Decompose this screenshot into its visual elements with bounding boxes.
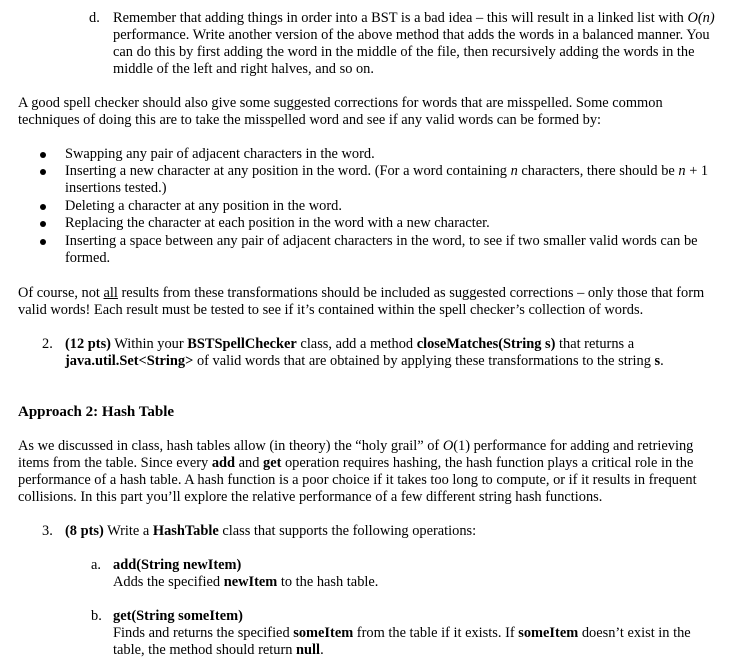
results-para-line-1: Of course, not all results from these transformations should be included as suggested corrections – only those that form — [18, 285, 705, 301]
op-a-signature: add(String newItem) — [113, 557, 242, 573]
item-d-line-1: Remember that adding things in order into a BST is a bad idea – this will result in a linked list with O(n) — [113, 10, 715, 26]
bullet-dot — [40, 152, 46, 158]
op-a-marker: a. — [91, 557, 101, 573]
op-b-marker: b. — [91, 608, 102, 624]
bullet-swap: Swapping any pair of adjacent characters in the word. — [65, 146, 375, 162]
item-d-line-4: middle of the left and right halves, and so on. — [113, 61, 374, 77]
bullet-delete: Deleting a character at any position in the word. — [65, 198, 342, 214]
hash-para-line-4: collisions. In this part you’ll explore the relative performance of a few different string hash functions. — [18, 489, 603, 505]
bullet-dot — [40, 239, 46, 245]
item-d-line-2: performance. Write another version of the above method that adds the words in a balanced manner. You — [113, 27, 710, 43]
q2-number: 2. — [42, 336, 53, 352]
q3-line-1: (8 pts) Write a HashTable class that supports the following operations: — [65, 523, 477, 539]
op-b-signature: get(String someItem) — [113, 608, 243, 624]
hash-para-line-3: performance of a hash table. A hash function is a poor choice if it takes too long to compute, or if it results in frequent — [18, 472, 697, 488]
op-a-description: Adds the specified newItem to the hash table. — [113, 574, 379, 590]
hash-para-line-2: items from the table. Since every add and get operation requires hashing, the hash function plays a critical role in the — [18, 455, 694, 471]
bullet-dot — [40, 169, 46, 175]
q3-number: 3. — [42, 523, 53, 539]
q2-line-2: java.util.Set<String> of valid words that are obtained by applying these transformations to the string s. — [65, 353, 664, 369]
big-o-notation: O(n) — [687, 10, 715, 26]
q2-line-1: (12 pts) Within your BSTSpellChecker class, add a method closeMatches(String s) that returns a — [65, 336, 635, 352]
section-heading: Approach 2: Hash Table — [18, 404, 175, 420]
spell-para-line-1: A good spell checker should also give some suggested corrections for words that are misspelled. Some common — [18, 95, 663, 111]
bullet-insert: Inserting a new character at any position in the word. (For a word containing n characters, there should be n + 1 — [65, 163, 709, 179]
op-b-description-line-1: Finds and returns the specified someItem from the table if it exists. If someItem doesn’t exist in the — [113, 625, 691, 641]
bullet-dot — [40, 221, 46, 227]
results-para-line-2: valid words! Each result must be tested to see if it’s contained within the spell checker’s collection of words. — [18, 302, 644, 318]
bullet-insert-line-2: insertions tested.) — [65, 180, 167, 196]
bullet-space-line-2: formed. — [65, 250, 111, 266]
item-d-marker: d. — [89, 10, 100, 26]
item-d-line-3: can do this by first adding the word in the middle of the file, then recursively adding the words in the — [113, 44, 695, 60]
op-b-description-line-2: table, the method should return null. — [113, 642, 324, 658]
spell-para-line-2: techniques of doing this are to take the misspelled word and see if any valid words can be formed by: — [18, 112, 602, 128]
bullet-replace: Replacing the character at each position in the word with a new character. — [65, 215, 490, 231]
hash-para-line-1: As we discussed in class, hash tables allow (in theory) the “holy grail” of O(1) performance for adding and retrieving — [18, 438, 694, 454]
bullet-dot — [40, 204, 46, 210]
bullet-space: Inserting a space between any pair of adjacent characters in the word, to see if two smaller valid words can be — [65, 233, 698, 249]
